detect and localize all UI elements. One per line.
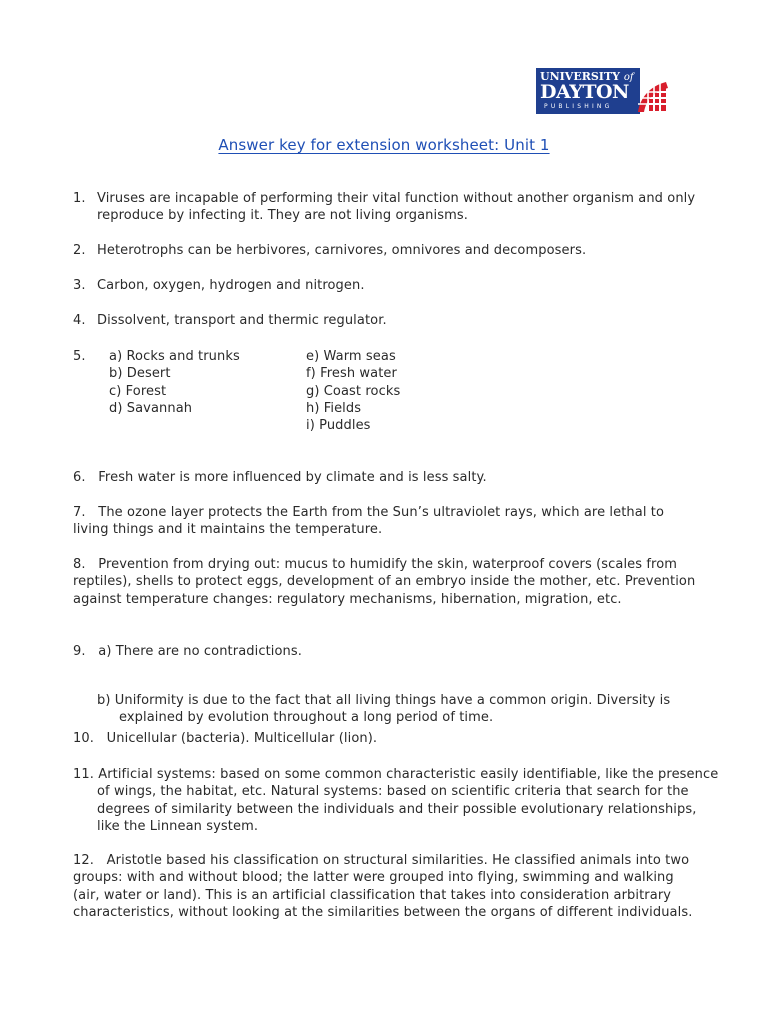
answer-5-number: 5. [73, 349, 86, 364]
answer-7: 7. The ozone layer protects the Earth from the Sun’s ultraviolet rays, which are lethal to living things and it maintains the temperature. [73, 505, 669, 538]
list-item: c) Forest [109, 383, 167, 399]
answer-5-column-a [109, 348, 240, 417]
list-item: g) Coast rocks [306, 383, 401, 399]
list-item: f) Fresh water [306, 366, 397, 382]
answer-1 [73, 190, 698, 225]
list-item: i) Puddles [306, 418, 371, 434]
answer-12: 12. Aristotle based his classification on structural similarities. He classified animals into two groups: with and without blood; the latter were grouped into flying, swimming and walking (air, water or land). This is an artificial classification that takes into consideration arbitrary characteristics, without looking at the similarities between the organs of different individuals. [73, 853, 694, 921]
answer-11: 11. Artificial systems: based on some common characteristic easily identifiable, like the presence of wings, the habitat, etc. Natural systems: based on scientific criteria that search for the degrees of similarity between the individuals and their possible evolutionary relationships, like the Linnean system. [73, 767, 719, 835]
answer-number: 1. [73, 191, 86, 206]
answer-5-column-b [306, 348, 400, 434]
answer-text: Carbon, oxygen, hydrogen and nitrogen. [97, 278, 365, 293]
logo-line-university: UNIVERSITY of [540, 70, 634, 83]
list-item: d) Savannah [109, 400, 193, 416]
answer-10: 10. Unicellular (bacteria). Multicellular (lion). [73, 731, 378, 746]
university-of-dayton-logo [536, 68, 670, 114]
logo-box [536, 68, 640, 114]
list-item: h) Fields [306, 400, 362, 416]
answer-9a: 9. a) There are no contradictions. [73, 644, 302, 659]
answer-number: 3. [73, 278, 86, 293]
answer-9b: b) Uniformity is due to the fact that all living things have a common origin. Diversity is explained by evolution throughout a long period of time. [97, 693, 671, 726]
answer-4 [73, 312, 698, 329]
answer-text: Viruses are incapable of performing their vital function without another organism and only reproduce by infecting it. They are not living organisms. [97, 191, 696, 224]
logo-line-dayton: DAYTON [540, 81, 629, 103]
list-item: e) Warm seas [306, 349, 396, 364]
answer-text: Heterotrophs can be herbivores, carnivores, omnivores and decomposers. [97, 243, 587, 258]
list-item: b) Desert [109, 366, 171, 382]
answer-3 [73, 277, 698, 294]
answer-number: 2. [73, 243, 86, 258]
list-item: a) Rocks and trunks [109, 349, 240, 364]
answer-number: 4. [73, 313, 86, 328]
answer-6: 6. Fresh water is more influenced by climate and is less salty. [73, 470, 487, 485]
globe-grid-icon [632, 78, 670, 114]
logo-line-publishing: PUBLISHING [544, 103, 613, 110]
answer-8: 8. Prevention from drying out: mucus to humidify the skin, waterproof covers (scales from reptiles), shells to protect eggs, development of an embryo inside the mother, etc. Prevention against temperature changes: regulatory mechanisms, hibernation, migration, etc. [73, 557, 700, 607]
answer-text: Dissolvent, transport and thermic regulator. [97, 313, 387, 328]
page-title: Answer key for extension worksheet: Unit 1 [218, 136, 550, 154]
answer-2 [73, 242, 698, 259]
